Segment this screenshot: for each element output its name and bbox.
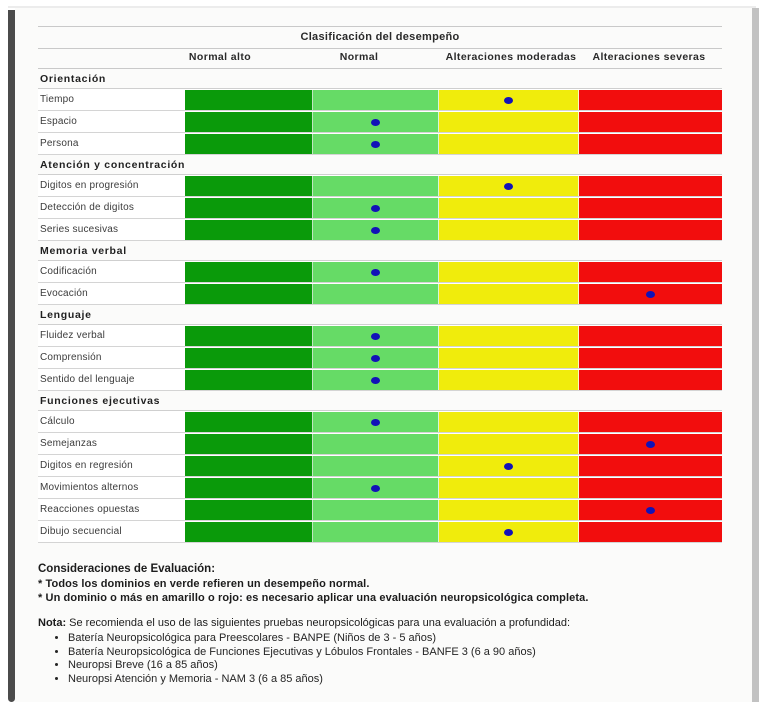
row-label: Espacio [40,116,77,127]
score-dot [646,507,655,514]
band-moderadas [439,284,579,304]
band-normal [313,522,439,542]
domain-row [38,261,722,283]
band-severas [579,90,722,110]
band-normal [313,198,439,218]
domain-row [38,499,722,521]
recommended-test-item: • Batería Neuropsicológica para Preescolares - BANPE (Niños de 3 - 5 años) [68,632,728,646]
column-header-row [38,49,722,68]
row-label: Digitos en regresión [40,460,133,471]
domain-row [38,411,722,433]
nota-text: Se recomienda el uso de las siguientes pruebas neuropsicológicas para una evaluación a profundidad: [66,617,570,629]
score-dot [371,205,380,212]
row-label: Persona [40,138,79,149]
performance-classification-table [38,26,722,543]
recommended-test-item: • Neuropsi Atención y Memoria - NAM 3 (6 a 85 años) [68,673,728,687]
domain-row [38,347,722,369]
section-header: Memoria verbal [38,241,722,261]
domain-row [38,133,722,155]
column-header-alteraciones-severas: Alteraciones severas [592,51,706,63]
band-moderadas [439,412,579,432]
band-normal [313,134,439,154]
band-normal-alto [185,176,313,196]
score-dot [504,97,513,104]
score-dot [371,355,380,362]
row-label: Digitos en progresión [40,180,139,191]
row-label: Codificación [40,266,97,277]
domain-row [38,219,722,241]
band-normal-alto [185,478,313,498]
band-normal-alto [185,284,313,304]
band-severas [579,262,722,282]
row-label: Dibujo secuencial [40,526,122,537]
band-normal-alto [185,112,313,132]
band-normal [313,326,439,346]
band-severas [579,326,722,346]
score-dot [646,291,655,298]
section-header: Atención y concentración [38,155,722,175]
band-severas [579,500,722,520]
recommended-test-item: • Batería Neuropsicológica de Funciones Ejecutivas y Lóbulos Frontales - BANFE 3 (6 a 90 años) [68,646,728,660]
nota-line [38,616,728,630]
band-normal [313,478,439,498]
band-moderadas [439,262,579,282]
score-dot [371,141,380,148]
column-header-normal: Normal [339,51,379,63]
band-severas [579,112,722,132]
band-normal-alto [185,522,313,542]
score-dot [371,333,380,340]
band-normal-alto [185,134,313,154]
band-normal-alto [185,348,313,368]
band-moderadas [439,112,579,132]
band-severas [579,220,722,240]
row-label: Series sucesivas [40,224,119,235]
score-dot [371,227,380,234]
row-label: Semejanzas [40,438,98,449]
page-right-edge [752,8,759,702]
row-label: Comprensión [40,352,102,363]
domain-row [38,175,722,197]
column-header-normal-alto: Normal alto [188,51,252,63]
band-normal [313,90,439,110]
band-severas [579,412,722,432]
domain-row [38,455,722,477]
section-header: Orientación [38,69,722,89]
band-moderadas [439,134,579,154]
band-normal-alto [185,198,313,218]
row-label: Fluidez verbal [40,330,106,341]
band-normal-alto [185,262,313,282]
domain-row [38,325,722,347]
band-normal [313,348,439,368]
band-normal [313,434,439,454]
table-title: Clasificación del desempeño [300,31,460,43]
band-severas [579,198,722,218]
notes-heading: Consideraciones de Evaluación: [38,563,216,575]
score-dot [504,463,513,470]
band-normal [313,262,439,282]
band-moderadas [439,478,579,498]
band-moderadas [439,326,579,346]
domain-row [38,89,722,111]
score-dot [371,269,380,276]
band-normal [313,112,439,132]
score-dot [371,119,380,126]
score-dot [371,419,380,426]
score-dot [504,183,513,190]
domain-row [38,477,722,499]
table-body [38,69,722,543]
score-dot [371,485,380,492]
row-label: Movimientos alternos [40,482,139,493]
domain-row [38,283,722,305]
band-moderadas [439,522,579,542]
band-moderadas [439,220,579,240]
band-normal [313,176,439,196]
band-moderadas [439,370,579,390]
domain-row [38,369,722,391]
band-normal-alto [185,434,313,454]
evaluation-notes [38,562,728,686]
band-severas [579,478,722,498]
band-normal-alto [185,370,313,390]
band-moderadas [439,434,579,454]
row-label: Evocación [40,288,88,299]
notes-line-green: * Todos los dominios en verde refieren un desempeño normal. [38,578,370,590]
domain-row [38,111,722,133]
band-normal-alto [185,326,313,346]
section-header: Funciones ejecutivas [38,391,722,411]
band-normal [313,500,439,520]
band-severas [579,434,722,454]
band-normal-alto [185,456,313,476]
domain-row [38,521,722,543]
recommended-tests-list [38,632,728,686]
band-moderadas [439,198,579,218]
row-label: Tiempo [40,94,75,105]
score-dot [371,377,380,384]
band-severas [579,456,722,476]
band-normal [313,220,439,240]
band-severas [579,134,722,154]
band-moderadas [439,500,579,520]
column-header-alteraciones-moderadas: Alteraciones moderadas [445,51,577,63]
domain-row [38,197,722,219]
section-header: Lenguaje [38,305,722,325]
band-moderadas [439,176,579,196]
band-normal [313,284,439,304]
band-normal [313,412,439,432]
band-severas [579,284,722,304]
score-dot [504,529,513,536]
band-severas [579,176,722,196]
band-normal [313,370,439,390]
band-normal [313,456,439,476]
row-label: Cálculo [40,416,75,427]
row-label: Sentido del lenguaje [40,374,135,385]
page-left-edge [8,10,15,702]
band-normal-alto [185,220,313,240]
recommended-test-item: • Neuropsi Breve (16 a 85 años) [68,659,728,673]
band-severas [579,348,722,368]
band-normal-alto [185,500,313,520]
band-severas [579,370,722,390]
band-severas [579,522,722,542]
band-normal-alto [185,412,313,432]
notes-line-yellow-red: * Un dominio o más en amarillo o rojo: es necesario aplicar una evaluación neuropsicológica completa. [38,592,589,604]
score-dot [646,441,655,448]
row-label: Reacciones opuestas [40,504,140,515]
band-moderadas [439,456,579,476]
band-moderadas [439,348,579,368]
page-top-edge [8,6,756,8]
row-label: Detección de digitos [40,202,135,213]
nota-label: Nota: [38,617,67,629]
domain-row [38,433,722,455]
band-moderadas [439,90,579,110]
band-normal-alto [185,90,313,110]
